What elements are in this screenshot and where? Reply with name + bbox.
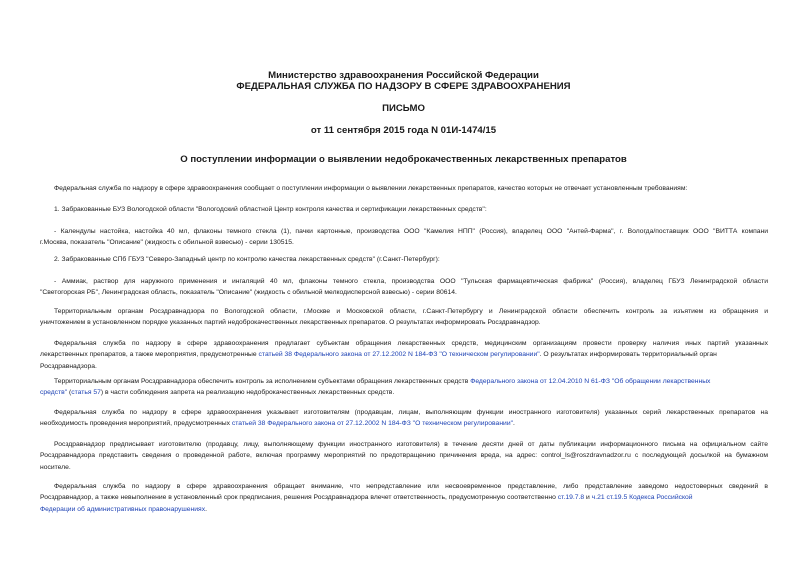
- paragraph-line: Росздравнадзор предписывает изготовителю (продавцу, лицу, выполняющему функции иностранного изготовителя) в течение десяти дней от даты публикации информационного письма на официальном сайте: [54, 441, 768, 448]
- document-title: О поступлении информации о выявлении недоброкачественных лекарственных препаратов: [180, 154, 627, 165]
- paragraph-line: [40, 504, 768, 515]
- paragraph-inspection-proposal: [40, 338, 768, 372]
- text-run: Росздравнадзор, а также невыполнение в установленный срок предписания, решения Росздравнадзора влечет ответственность, предусмотренную соответственно: [40, 494, 558, 502]
- paragraph-line: уничтожением в установленном порядке указанных партий недоброкачественных лекарственных препаратов. О результатах информировать Росздравнадзор.: [40, 319, 541, 327]
- paragraph-item-2-detail: [40, 276, 768, 299]
- paragraph-line: [40, 376, 768, 387]
- paragraph-line: [40, 492, 768, 503]
- paragraph-item-2: [54, 254, 768, 265]
- law-link-19-5[interactable]: ч.21 ст.19.5 Кодекса Российской: [591, 494, 693, 502]
- text-run: .: [512, 420, 515, 428]
- text-run: лекарственных препаратов, а также мероприятия, предусмотренные: [40, 351, 259, 359]
- paragraph-line: Федеральная служба по надзору в сфере здравоохранения предлагает субъектам обращения лекарственных средств, медицинским организациям провести проверку наличия иных партий указанных: [54, 340, 768, 347]
- paragraph-line: г.Москва, показатель "Описание" (жидкость с обильной взвесью) - серии 130515.: [40, 239, 294, 247]
- paragraph-territorial-control: [40, 306, 768, 329]
- text-run: необходимость проведения мероприятий, предусмотренных: [40, 420, 232, 428]
- paragraph-intro: [54, 183, 768, 194]
- ministry-name: Министерство здравоохранения Российской Федерации: [268, 70, 539, 81]
- law-link-61-fz[interactable]: Федерального закона от 12.04.2010 N 61-ФЗ "Об обращении лекарственных: [470, 378, 711, 385]
- paragraph-line: [40, 349, 768, 360]
- text-run: Территориальным органам Росздравнадзора обеспечить контроль за исполнением субъектами обращения лекарственных средств: [54, 378, 471, 385]
- law-link-61-fz-continued[interactable]: средств": [40, 389, 68, 397]
- paragraph-line: Росздравнадзора представить сведения о проведенной работе, включая программу мероприятий по предотвращению причинения вреда, на адрес: control_ls@roszdravnadzor.ru с последующей досылкой на бумажном: [40, 452, 768, 460]
- law-link-article-57[interactable]: статья 57: [71, 389, 101, 397]
- paragraph-manufacturers: [40, 407, 768, 430]
- paragraph-prescription: [40, 439, 768, 473]
- paragraph-item-1: [54, 204, 768, 215]
- text-run: ) в части соблюдения запрета на реализацию недоброкачественных лекарственных средств.: [100, 389, 395, 397]
- law-link-koap[interactable]: Федерации об административных правонарушениях: [40, 505, 206, 513]
- paragraph-line: 2. Забракованные СПб ГБУЗ "Северо-Западный центр по контролю качества лекарственных средств" (г.Санкт-Петербург):: [54, 256, 440, 263]
- paragraph-line: носителе.: [40, 463, 71, 471]
- paragraph-line: Федеральная служба по надзору в сфере здравоохранения указывает изготовителям (продавцам, лицам, выполняющим функции иностранного изготовителя) указанных серий лекарственных препаратов на: [54, 409, 768, 416]
- text-run: и: [584, 494, 592, 502]
- paragraph-line: [40, 387, 768, 398]
- paragraph-liability: [40, 481, 768, 515]
- paragraph-line: Росздравнадзора.: [40, 362, 97, 370]
- text-run: . О результатах информировать территориальный орган: [539, 351, 717, 359]
- text-run: (: [67, 389, 72, 397]
- paragraph-line: 1. Забракованные БУЗ Вологодской области "Вологодский областной Центр контроля качества и сертификации лекарственных средств":: [54, 206, 487, 213]
- law-link-19-7-8[interactable]: ст.19.7.8: [557, 494, 585, 502]
- paragraph-item-1-detail: [40, 226, 768, 249]
- paragraph-line: - Календулы настойка, настойка 40 мл, флаконы темного стекла (1), пачки картонные, производства ООО "Камелия НПП" (Россия), владелец ООО "Антей-Фарма", г. Вологда/поставщик ООО "ВИТТА компани: [54, 228, 768, 235]
- paragraph-line: - Аммиак, раствор для наружного применения и ингаляций 40 мл, флаконы темного стекла, производства ООО "Тульская фармацевтическая фабрика" (Россия), владелец ГБУЗ Ленинградской области: [54, 278, 768, 285]
- paragraph-line: Федеральная служба по надзору в сфере здравоохранения сообщает о поступлении информации о выявлении лекарственных препаратов, качество которых не отвечает установленным требованиям:: [54, 185, 688, 192]
- service-name: ФЕДЕРАЛЬНАЯ СЛУЖБА ПО НАДЗОРУ В СФЕРЕ ЗДРАВООХРАНЕНИЯ: [236, 81, 571, 92]
- paragraph-line: Территориальным органам Росздравнадзора по Вологодской области, г.Москве и Московской области, г.Санкт-Петербургу и Ленинградской области обеспечить контроль за изъятием из обращения и: [54, 308, 768, 315]
- paragraph-line: Федеральная служба по надзору в сфере здравоохранения обращает внимание, что непредставление или несвоевременное представление, либо представление заведомо недостоверных сведений в: [54, 483, 768, 490]
- law-link-article-38[interactable]: статьей 38 Федерального закона от 27.12.2002 N 184-ФЗ "О техническом регулировании": [258, 351, 540, 359]
- document-type: ПИСЬМО: [382, 103, 425, 114]
- document-date-number: от 11 сентября 2015 года N 01И-1474/15: [310, 125, 497, 136]
- law-link-article-38-second[interactable]: статьей 38 Федерального закона от 27.12.2002 N 184-ФЗ "О техническом регулировании": [231, 420, 513, 428]
- text-run: .: [205, 505, 207, 513]
- paragraph-enforcement: [40, 376, 768, 399]
- paragraph-line: [40, 418, 768, 429]
- paragraph-line: "Светогорская РБ", Ленинградская область, показатель "Описание" (жидкость с обильной мелкодисперсной взвесью) - серии 80614.: [40, 289, 457, 297]
